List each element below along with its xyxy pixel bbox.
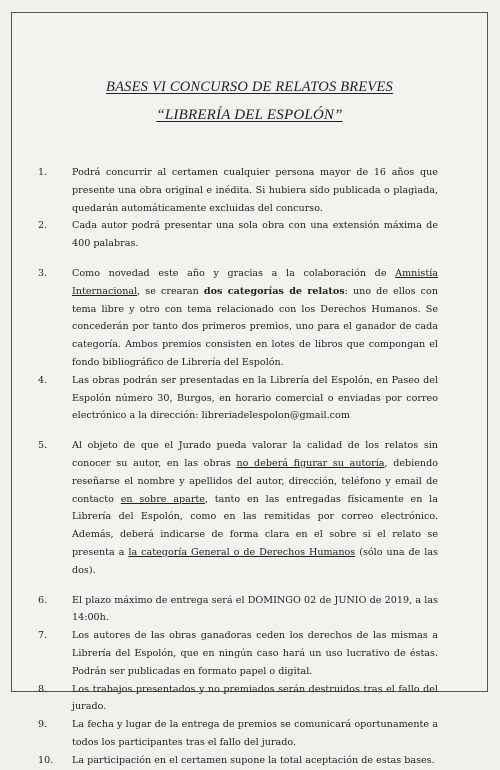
rule-item-7: [38, 627, 438, 680]
rule-text: La fecha y lugar de la entrega de premios se comunicará oportunamente a todos los participantes tras el fallo del jurado.: [72, 719, 438, 748]
rule-number: 10.: [38, 754, 54, 766]
rule-item-2: [38, 217, 438, 253]
rule-number: 1.: [38, 167, 48, 178]
document-subtitle: “LIBRERÍA DEL ESPOLÓN”: [156, 107, 343, 123]
category-emphasis: la categoría General o de Derechos Humanos: [128, 546, 356, 558]
rule-item-5: [38, 437, 438, 579]
rule-number: 8.: [38, 683, 48, 695]
rule-text: Las obras podrán ser presentadas en la Librería del Espolón, en Paseo del Espolón número 30, Burgos, en horario comercial o enviadas por correo electrónico a la dirección: libreriadelespolon@gmail.com: [72, 374, 438, 422]
rule-text-part: Como novedad este año y gracias a la colaboración de: [72, 267, 396, 279]
rule-text-part: Al objeto de que el Jurado pueda valorar la calidad de los relatos sin conocer su autor, en las obras: [72, 440, 438, 469]
rule-text: Los autores de las obras ganadoras ceden los derechos de las mismas a Librería del Espolón, que en ningún caso hará un uso lucrativo de éstas. Podrán ser publicadas en formato papel o digital.: [72, 630, 438, 677]
rule-item-10: [38, 752, 438, 770]
rule-item-8: [38, 681, 438, 717]
envelope-emphasis: en sobre aparte: [120, 493, 205, 505]
rule-number: 7.: [38, 630, 48, 642]
anonymity-emphasis: no deberá figurar su autoría: [236, 457, 385, 469]
rule-text-part: : uno de ellos con tema libre y otro con tema relacionado con los Derechos Humanos. Se concederán por tanto dos primeros premios, uno para el ganador de cada categoría. Ambos premios consisten en lotes de libros que compongan el fondo bibliográfico de Librería del Espolón.: [72, 285, 439, 368]
rule-number: 2.: [38, 220, 48, 232]
amnistia-link[interactable]: Amnistía Internacional: [72, 267, 438, 297]
rule-text: Cada autor podrá presentar una sola obra con una extensión máxima de 400 palabras.: [72, 220, 438, 250]
rule-text: Podrá concurrir al certamen cualquier persona mayor de 16 años que presente una obra original e inédita. Si hubiera sido publicada o plagiada, quedarán automáticamente excluidas del concurso.: [72, 167, 438, 214]
rule-number: 3.: [38, 267, 48, 279]
rule-item-4: [38, 372, 438, 425]
rule-item-9: [38, 716, 438, 752]
rule-number: 5.: [38, 440, 48, 452]
rule-text-part: , se crearan: [137, 285, 204, 297]
rule-text-part: , debiendo reseñarse el nombre y apellidos del autor, dirección, teléfono y email de contacto: [72, 457, 438, 505]
rule-item-1: [38, 164, 438, 217]
rule-text: La participación en el certamen supone la total aceptación de estas bases.: [72, 754, 435, 766]
rule-text-part: , tanto en las entregadas físicamente en la Librería del Espolón, como en las remitidas por correo electrónico. Además, deberá indicarse de forma clara en el sobre si el relato se presenta a: [72, 493, 438, 558]
rule-number: 9.: [38, 719, 48, 731]
rule-number: 4.: [38, 374, 48, 386]
rule-item-3: [38, 265, 438, 372]
rule-number: 6.: [38, 594, 48, 606]
rule-item-6: [38, 592, 438, 628]
categories-emphasis: dos categorías de relatos: [203, 285, 345, 297]
rule-text: Los trabajos presentados y no premiados serán destruidos tras el fallo del jurado.: [72, 683, 438, 713]
rules-list: [38, 164, 438, 770]
rule-text: El plazo máximo de entrega será el DOMINGO 02 de JUNIO de 2019, a las 14:00h.: [72, 594, 438, 624]
rule-text-part: (sólo una de las dos).: [72, 546, 438, 576]
document-title: BASES VI CONCURSO DE RELATOS BREVES: [106, 79, 393, 95]
